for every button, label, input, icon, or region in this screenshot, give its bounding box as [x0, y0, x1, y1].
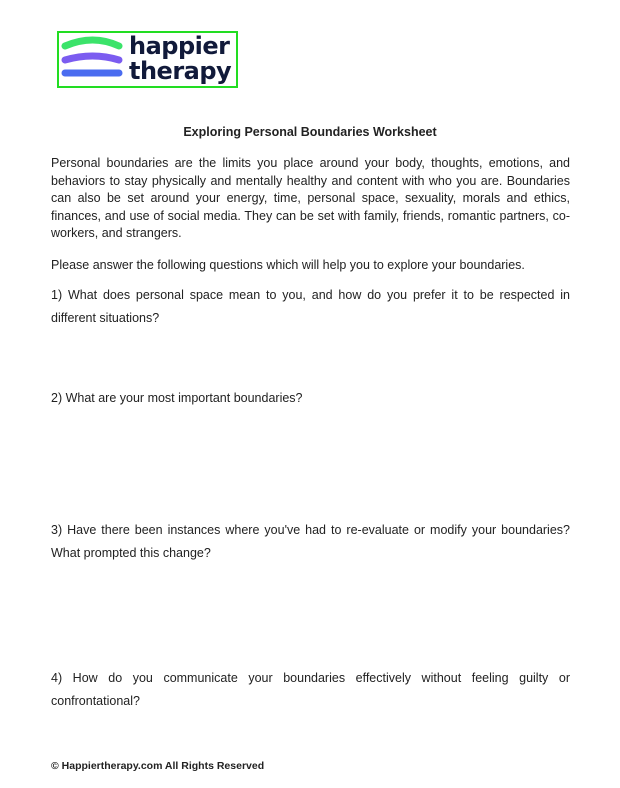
intro-paragraph: Personal boundaries are the limits you place around your body, thoughts, emotions, and behaviors to stay physically and mentally healthy and content with who you are. Boundaries can also be set around your energy, time, personal space, sexuality, morals and ethics, finances, and use of social media. They can be set with family, friends, romantic partners, co-workers, and strangers.: [51, 156, 570, 240]
worksheet-title: Exploring Personal Boundaries Worksheet: [183, 125, 437, 139]
logo-line-happier: happier: [129, 32, 230, 60]
question-2: 2) What are your most important boundaries?: [51, 391, 303, 405]
instruction-text: Please answer the following questions which will help you to explore your boundaries.: [51, 258, 525, 272]
logo-wordmark: [129, 34, 231, 84]
question-1: 1) What does personal space mean to you, and how do you prefer it to be respected in different situations?: [51, 288, 570, 325]
copyright-footer: © Happiertherapy.com All Rights Reserved: [51, 760, 265, 772]
question-4: 4) How do you communicate your boundaries effectively without feeling guilty or confrontational?: [51, 671, 570, 708]
logo-wave-icon: [59, 33, 129, 86]
question-3: 3) Have there been instances where you've had to re-evaluate or modify your boundaries? What prompted this change?: [51, 523, 570, 560]
happier-therapy-logo: [57, 31, 238, 88]
logo-line-therapy: therapy: [129, 57, 232, 85]
